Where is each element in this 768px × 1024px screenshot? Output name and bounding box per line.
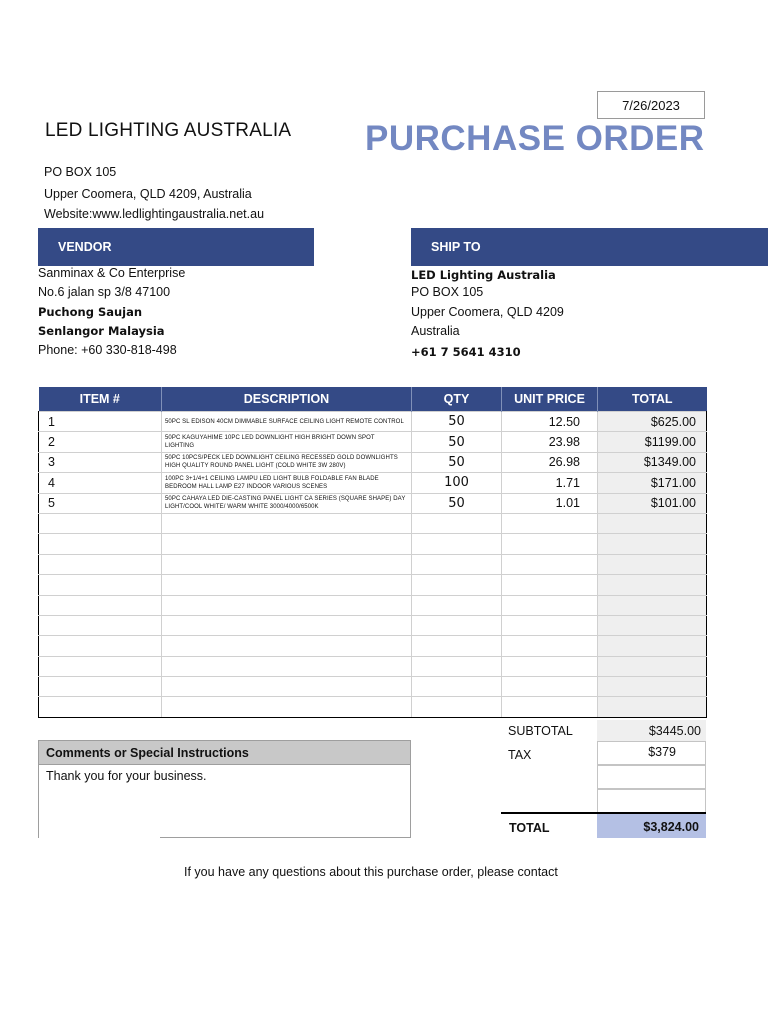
table-row-empty bbox=[39, 697, 707, 717]
description-line: 50PC SL EDISON 40CM DIMMABLE SURFACE CEILING LIGHT REMOTE CONTROL bbox=[165, 418, 404, 425]
table-header-row bbox=[39, 387, 707, 412]
vendor-header bbox=[38, 228, 314, 266]
col-header-total: TOTAL bbox=[598, 387, 707, 412]
comments-header bbox=[38, 740, 411, 765]
table-row-empty bbox=[39, 656, 707, 676]
item-number: 1 bbox=[39, 412, 162, 432]
item-qty: 50 bbox=[412, 412, 502, 432]
item-number: 3 bbox=[39, 452, 162, 472]
tax-label: TAX bbox=[508, 748, 532, 762]
company-address-line-1: PO BOX 105 bbox=[44, 165, 117, 179]
table-row bbox=[39, 432, 707, 452]
item-total: $171.00 bbox=[598, 473, 707, 493]
ship-to-name: LED Lighting Australia bbox=[411, 268, 556, 282]
item-unit-price: 26.98 bbox=[502, 452, 598, 472]
description-line: LIGHTING bbox=[165, 443, 195, 450]
tax-value: $379 bbox=[597, 741, 706, 765]
table-row bbox=[39, 452, 707, 472]
comments-box bbox=[38, 740, 411, 838]
item-unit-price: 1.71 bbox=[502, 473, 598, 493]
table-row-empty bbox=[39, 554, 707, 574]
table-row bbox=[39, 493, 707, 513]
item-number: 5 bbox=[39, 493, 162, 513]
item-total: $1349.00 bbox=[598, 452, 707, 472]
item-description bbox=[162, 493, 412, 513]
subtotal-value: $3445.00 bbox=[597, 720, 706, 742]
item-qty: 50 bbox=[412, 432, 502, 452]
ship-to-header bbox=[411, 228, 768, 266]
item-qty: 100 bbox=[412, 473, 502, 493]
subtotal-label: SUBTOTAL bbox=[508, 724, 573, 738]
footer-contact-text: If you have any questions about this purchase order, please contact bbox=[184, 865, 558, 879]
item-description bbox=[162, 473, 412, 493]
table-row-empty bbox=[39, 513, 707, 533]
table-row bbox=[39, 412, 707, 432]
ship-to-address-1: PO BOX 105 bbox=[411, 285, 484, 299]
table-row-empty bbox=[39, 615, 707, 635]
company-website: Website:www.ledlightingaustralia.net.au bbox=[44, 207, 265, 221]
comments-label: Comments or Special Instructions bbox=[46, 745, 249, 760]
comments-bottom-border bbox=[160, 837, 411, 838]
vendor-label: VENDOR bbox=[58, 240, 112, 254]
item-description bbox=[162, 432, 412, 452]
description-line: LIGHT/COOL WHITE/ WARM WHITE 3000/4000/6500K bbox=[165, 504, 319, 511]
comments-body bbox=[38, 765, 411, 838]
col-header-description: DESCRIPTION bbox=[162, 387, 412, 412]
vendor-address-1: No.6 jalan sp 3/8 47100 bbox=[38, 285, 171, 299]
comments-text: Thank you for your business. bbox=[46, 769, 207, 783]
company-name: LED LIGHTING AUSTRALIA bbox=[45, 120, 292, 141]
ship-to-label: SHIP TO bbox=[431, 240, 481, 254]
item-unit-price: 23.98 bbox=[502, 432, 598, 452]
description-line: HIGH QUALITY ROUND PANEL LIGHT (COLD WHITE 3W 280V) bbox=[165, 463, 346, 470]
date-field: 7/26/2023 bbox=[597, 91, 705, 119]
description-line: 50PC 10PCS/PECK LED DOWNLIGHT CEILING RECESSED GOLD DOWNLIGHTS bbox=[165, 455, 398, 462]
vendor-address-3: Senlangor Malaysia bbox=[38, 324, 165, 338]
ship-to-address-2: Upper Coomera, QLD 4209 bbox=[411, 305, 564, 319]
table-row bbox=[39, 473, 707, 493]
vendor-name: Sanminax & Co Enterprise bbox=[38, 266, 186, 280]
item-number: 4 bbox=[39, 473, 162, 493]
item-qty: 50 bbox=[412, 493, 502, 513]
item-total: $101.00 bbox=[598, 493, 707, 513]
table-row-empty bbox=[39, 595, 707, 615]
item-qty: 50 bbox=[412, 452, 502, 472]
description-line: 100PC 3+1/4+1 CEILING LAMPU LED LIGHT BULB FOLDABLE FAN BLADE bbox=[165, 475, 379, 482]
item-description bbox=[162, 452, 412, 472]
table-row-empty bbox=[39, 534, 707, 554]
item-unit-price: 1.01 bbox=[502, 493, 598, 513]
items-table bbox=[38, 387, 707, 718]
table-row-empty bbox=[39, 677, 707, 697]
company-address-line-2: Upper Coomera, QLD 4209, Australia bbox=[44, 187, 252, 201]
table-row-empty bbox=[39, 575, 707, 595]
vendor-address-2: Puchong Saujan bbox=[38, 305, 143, 319]
description-line: 50PC KAGUYAHIME 10PC LED DOWNLIGHT HIGH BRIGHT DOWN SPOT bbox=[165, 435, 375, 442]
description-line: 50PC CAHAYA LED DIE-CASTING PANEL LIGHT CA SERIES (SQUARE SHAPE) DAY bbox=[165, 496, 406, 503]
total-value: $3,824.00 bbox=[597, 814, 706, 838]
page-title: PURCHASE ORDER bbox=[365, 119, 705, 158]
item-total: $1199.00 bbox=[598, 432, 707, 452]
summary-empty-cell bbox=[597, 789, 706, 813]
ship-to-country: Australia bbox=[411, 324, 460, 338]
item-unit-price: 12.50 bbox=[502, 412, 598, 432]
description-line: BEDROOM HALL LAMP E27 INDOOR VARIOUS SCENES bbox=[165, 483, 328, 490]
vendor-phone: Phone: +60 330-818-498 bbox=[38, 343, 177, 357]
col-header-unit-price: UNIT PRICE bbox=[502, 387, 598, 412]
summary-empty-cell bbox=[597, 765, 706, 789]
ship-to-phone: +61 7 5641 4310 bbox=[411, 345, 521, 359]
table-row-empty bbox=[39, 636, 707, 656]
item-description bbox=[162, 412, 412, 432]
col-header-qty: QTY bbox=[412, 387, 502, 412]
total-label: TOTAL bbox=[509, 821, 550, 835]
item-total: $625.00 bbox=[598, 412, 707, 432]
item-number: 2 bbox=[39, 432, 162, 452]
col-header-item: ITEM # bbox=[39, 387, 162, 412]
